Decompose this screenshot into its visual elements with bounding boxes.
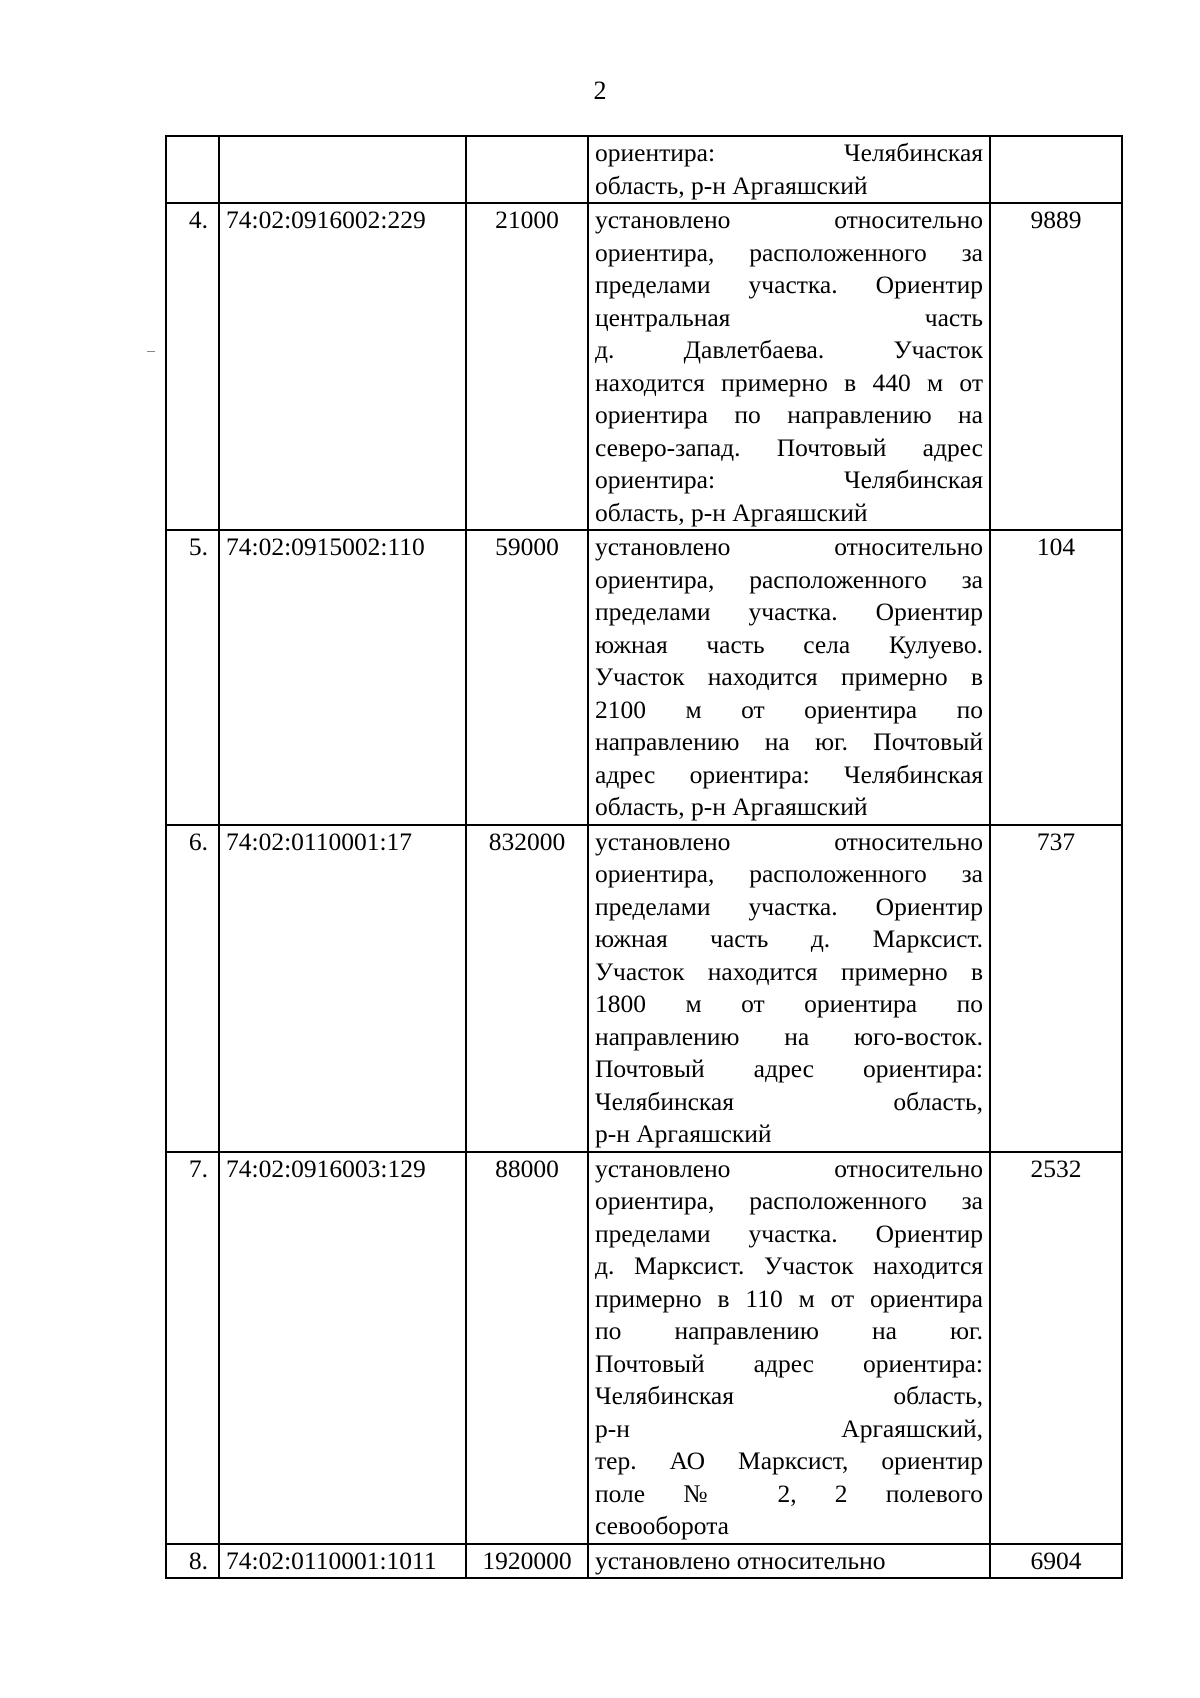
location-text-line: южная часть села Кулуево. (595, 629, 983, 659)
location-text-line: ориентира: Челябинская (595, 138, 983, 167)
location-description-cell (588, 530, 990, 825)
value-cell: 2532 (990, 1152, 1122, 1544)
value-cell: 6904 (990, 1544, 1122, 1579)
location-text-line: р-н Аргаяшский, (595, 1413, 983, 1443)
cadastral-number-cell: 74:02:0110001:1011 (219, 1544, 466, 1579)
row-number-cell (166, 136, 219, 203)
location-text-line: установлено относительно (595, 1153, 983, 1183)
location-text-line: по направлению на юг. (595, 1316, 983, 1345)
cadastral-number-cell: 74:02:0916003:129 (219, 1152, 466, 1544)
table-row (166, 530, 1122, 825)
location-description-cell (588, 1544, 990, 1579)
row-number-cell: 4. (166, 203, 219, 530)
location-text-line: северо-запад. Почтовый адрес (595, 432, 983, 462)
margin-tick-mark (147, 351, 155, 352)
location-text-line: Почтовый адрес ориентира: (595, 1054, 983, 1083)
location-text-line: ориентира, расположенного за (595, 564, 983, 594)
location-text-line: южная часть д. Марксист. (595, 924, 983, 953)
table-row (166, 825, 1122, 1152)
area-cell: 21000 (466, 203, 588, 530)
location-text-line: направлению на юг. Почтовый (595, 727, 983, 756)
location-text-line: ориентира: Челябинская (595, 465, 983, 494)
value-cell: 737 (990, 825, 1122, 1152)
location-text-line: область, р-н Аргаяшский (595, 497, 868, 527)
location-description-cell (588, 1152, 990, 1544)
location-description-cell (588, 203, 990, 530)
location-description-cell (588, 825, 990, 1152)
location-text-line: пределами участка. Ориентир (595, 270, 983, 299)
cadastral-number-cell: 74:02:0916002:229 (219, 203, 466, 530)
location-text-line: Участок находится примерно в (595, 956, 983, 986)
location-text-line: установлено относительно (595, 205, 983, 234)
row-number-cell: 6. (166, 825, 219, 1152)
land-plots-table (165, 135, 1123, 1579)
cadastral-number-cell: 74:02:0915002:110 (219, 530, 466, 825)
area-cell: 832000 (466, 825, 588, 1152)
location-text-line: ориентира, расположенного за (595, 237, 983, 267)
location-text-line: ориентира, расположенного за (595, 1186, 983, 1215)
location-text-line: ориентира, расположенного за (595, 859, 983, 888)
area-cell: 59000 (466, 530, 588, 825)
row-number-cell: 8. (166, 1544, 219, 1579)
area-cell (466, 136, 588, 203)
cadastral-number-cell (219, 136, 466, 203)
location-text-line: д. Давлетбаева. Участок (595, 335, 983, 364)
value-cell: 9889 (990, 203, 1122, 530)
location-text-line: д. Марксист. Участок находится (595, 1251, 983, 1280)
location-text-line: 2100 м от ориентира по (595, 694, 983, 724)
location-text-line: 1800 м от ориентира по (595, 989, 983, 1018)
location-text-line: Участок находится примерно в (595, 662, 983, 691)
table-row (166, 203, 1122, 530)
location-text-line: пределами участка. Ориентир (595, 891, 983, 921)
location-text-line: пределами участка. Ориентир (595, 597, 983, 626)
location-text-line: примерно в 110 м от ориентира (595, 1283, 983, 1313)
location-text-line: адрес ориентира: Челябинская (595, 759, 983, 789)
table-row (166, 1544, 1122, 1579)
location-text-line: пределами участка. Ориентир (595, 1218, 983, 1248)
location-text-line: направлению на юго-восток. (595, 1021, 983, 1051)
row-number-cell: 7. (166, 1152, 219, 1544)
location-text-line: находится примерно в 440 м от (595, 367, 983, 397)
location-text-line: ориентира по направлению на (595, 400, 983, 429)
location-text-line: поле № 2, 2 полевого (595, 1478, 983, 1508)
location-text-line: севооборота (595, 1511, 729, 1540)
row-number-cell: 5. (166, 530, 219, 825)
location-text-line: центральная часть (595, 302, 983, 332)
area-cell: 88000 (466, 1152, 588, 1544)
table-body (166, 136, 1122, 1578)
location-text-line: установлено относительно (595, 1545, 886, 1575)
location-text-line: Челябинская область, (595, 1086, 983, 1116)
location-text-line: Почтовый адрес ориентира: (595, 1348, 983, 1378)
location-text-line: тер. АО Марксист, ориентир (595, 1446, 983, 1475)
location-text-line: установлено относительно (595, 532, 983, 561)
location-text-line: область, р-н Аргаяшский (595, 792, 868, 821)
table-row (166, 136, 1122, 203)
table-row (166, 1152, 1122, 1544)
value-cell: 104 (990, 530, 1122, 825)
location-description-cell (588, 136, 990, 203)
location-text-line: установлено относительно (595, 826, 983, 856)
location-text-line: р-н Аргаяшский (595, 1119, 772, 1148)
location-text-line: Челябинская область, (595, 1381, 983, 1410)
area-cell: 1920000 (466, 1544, 588, 1579)
page-number: 2 (593, 76, 607, 105)
cadastral-number-cell: 74:02:0110001:17 (219, 825, 466, 1152)
value-cell (990, 136, 1122, 203)
location-text-line: область, р-н Аргаяшский (595, 170, 868, 200)
